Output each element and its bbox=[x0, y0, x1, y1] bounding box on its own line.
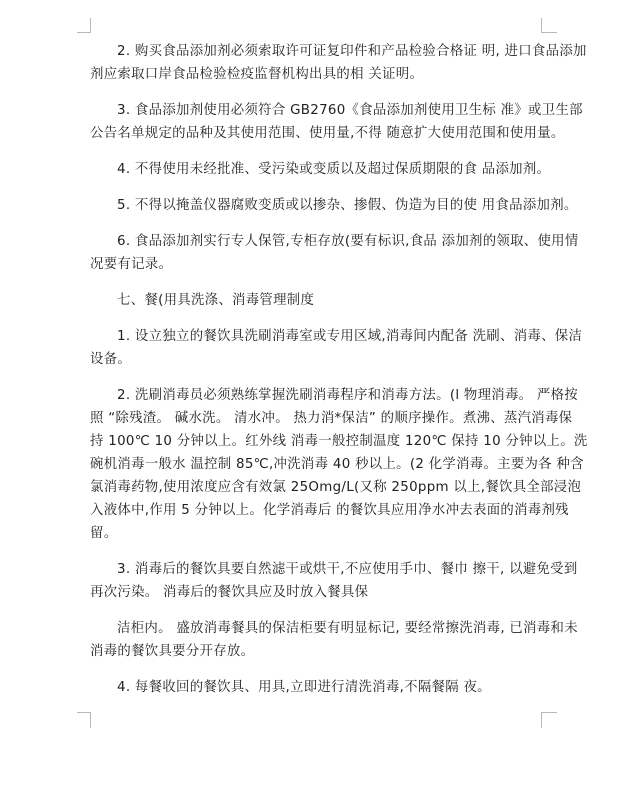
text-line: 3. 食品添加剂使用必须符合 GB2760《食品添加剂使用卫生标 准》或卫生部 bbox=[117, 103, 583, 118]
text-line: 消毒的餐饮具要分开存放。 bbox=[90, 644, 255, 659]
corner-mark-bottom-right bbox=[541, 712, 542, 728]
paragraph bbox=[90, 230, 579, 276]
text-line: 4. 不得使用未经批准、受污染或变质以及超过保质期限的食 品添加剂。 bbox=[117, 162, 551, 177]
text-line: 持 100℃ 10 分钟以上。红外线 消毒一般控制温度 120℃ 保持 10 分钟以上。洗 bbox=[90, 434, 588, 449]
corner-mark-top-left bbox=[90, 18, 91, 32]
paragraph bbox=[90, 384, 588, 545]
paragraph bbox=[90, 194, 578, 217]
paragraph bbox=[90, 99, 583, 145]
text-line: 留。 bbox=[90, 526, 118, 541]
paragraph bbox=[90, 325, 583, 371]
text-line: 公告名单规定的品种及其使用范围、使用量,不得 随意扩大使用范围和使用量。 bbox=[90, 126, 565, 141]
text-line: 照 “除残渣。 碱水洗。 清水冲。 热力消*保洁” 的顺序操作。煮沸、蒸汽消毒保 bbox=[90, 411, 573, 426]
text-line: 6. 食品添加剂实行专人保管,专柜存放(要有标识,食品 添加剂的领取、使用情 bbox=[117, 234, 579, 249]
corner-mark-top-right bbox=[541, 32, 557, 33]
text-line: 3. 消毒后的餐饮具要自然滤干或烘干,不应使用手巾、餐巾 擦干, 以避免受到 bbox=[117, 562, 578, 577]
text-line: 氯消毒药物,使用浓度应含有效氯 25Omg/L(又称 250ppm 以上,餐饮具全部浸泡 bbox=[90, 480, 582, 495]
corner-mark-top-right bbox=[541, 18, 542, 32]
corner-mark-top-left bbox=[77, 32, 91, 33]
paragraph bbox=[90, 617, 578, 663]
document-body bbox=[90, 40, 588, 712]
text-line: 碗机消毒一般水 温控制 85℃,冲洗消毒 40 秒以上。(2 化学消毒。主要为各 种含 bbox=[90, 457, 584, 472]
text-line: 5. 不得以掩盖仪器腐败变质或以掺杂、掺假、伪造为目的使 用食品添加剂。 bbox=[117, 198, 578, 213]
text-line: 2. 购买食品添加剂必须索取许可证复印件和产品检验合格证 明, 进口食品添加 bbox=[117, 44, 587, 59]
text-line: 4. 每餐收回的餐饮具、用具,立即进行清洗消毒,不隔餐隔 夜。 bbox=[117, 680, 491, 695]
text-line: 剂应索取口岸食品检验检疫监督机构出具的相 关证明。 bbox=[90, 67, 424, 82]
text-line: 1. 设立独立的餐饮具洗刷消毒室或专用区域,消毒间内配备 洗刷、消毒、保洁 bbox=[117, 329, 583, 344]
paragraph bbox=[90, 40, 587, 86]
corner-mark-bottom-right bbox=[541, 712, 557, 713]
text-line: 再次污染。 消毒后的餐饮具应及时放入餐具保 bbox=[90, 585, 369, 600]
text-line: 入液体中,作用 5 分钟以上。化学消毒后 的餐饮具应用净水冲去表面的消毒剂残 bbox=[90, 503, 569, 518]
text-line: 2. 洗刷消毒员必须熟练掌握洗刷消毒程序和消毒方法。(l 物理消毒。 严格按 bbox=[117, 388, 578, 403]
corner-mark-bottom-left bbox=[77, 712, 91, 713]
section-heading bbox=[90, 289, 550, 312]
paragraph bbox=[90, 158, 550, 181]
paragraph bbox=[90, 558, 578, 604]
corner-mark-bottom-left bbox=[90, 712, 91, 728]
text-line: 设备。 bbox=[90, 352, 132, 367]
text-line: 七、餐(用具洗涤、消毒管理制度 bbox=[117, 293, 315, 308]
text-line: 况要有记录。 bbox=[90, 257, 173, 272]
paragraph bbox=[90, 676, 550, 699]
text-line: 洁柜内。 盛放消毒餐具的保洁柜要有明显标记, 要经常擦洗消毒, 已消毒和未 bbox=[117, 621, 578, 636]
